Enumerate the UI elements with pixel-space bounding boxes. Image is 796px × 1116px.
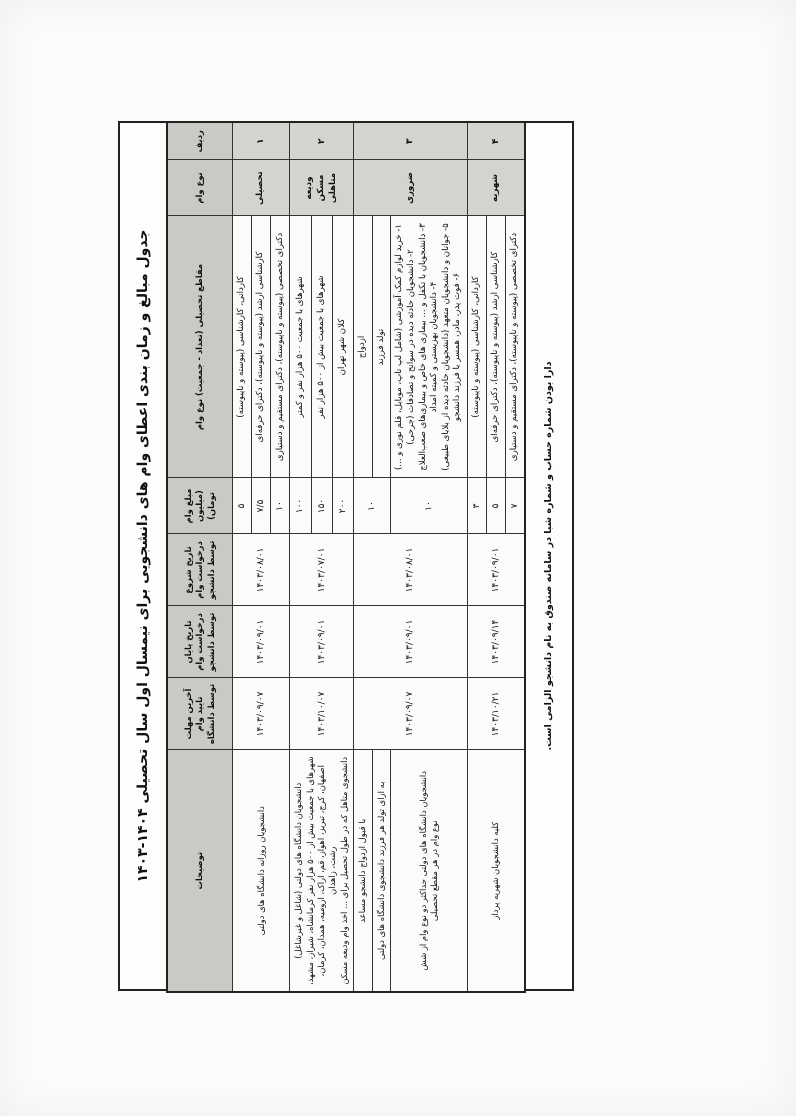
start-date: ۱۴۰۳/۰۸/۰۱ <box>354 534 468 606</box>
level-cell: دکترای تخصصی (پیوسته و ناپیوسته)، دکترای مستقیم و دستیاری <box>271 216 290 478</box>
notes-line: دانشجویان دانشگاه های دولتی (شاغل و غیرشاغل) <box>293 782 304 959</box>
header-notes: توضیحات <box>167 750 233 992</box>
header-amount: مبلغ وام (میلیون تومان) <box>167 478 233 534</box>
notes-line: اصفهان، کرج، تبریز، اهواز، قم، اراک، ارومیه، همدان، کرمان، رشت، زاهدان <box>316 765 338 977</box>
notes-line: شهرهای با جمعیت بیش از ۵۰۰ هزار نفر کرمانشاه، شیراز، مشهد، <box>304 756 315 986</box>
level-item: ۲- دانشجویان حادثه دیده در سوانح و تصادفات (جرحی) <box>405 249 416 445</box>
notes-line: با قبول ازدواج دانشجو مساعد <box>357 818 368 923</box>
notes-line: دانشجویان روزانه دانشگاه های دولتی <box>255 806 266 936</box>
row-number: ۴ <box>467 122 525 160</box>
amount-cell: ۵ <box>233 478 252 534</box>
notes-cell <box>233 750 290 992</box>
loan-type: تحصیلی <box>233 160 290 216</box>
end-request-date: ۱۴۰۳/۰۹/۱۴ <box>467 606 525 678</box>
row-number: ۱ <box>233 122 290 160</box>
loan-type-line: متاهلی <box>327 172 338 204</box>
notes-line: کلیه دانشجویان شهریه پرداز <box>490 821 501 920</box>
loan-type-line: ودیعه <box>304 176 315 200</box>
amount-cell: ۱۰ <box>391 478 468 534</box>
loan-type <box>290 160 354 216</box>
amount-cell: ۱۵۰ <box>311 478 332 534</box>
notes-cell <box>290 750 354 992</box>
table-row <box>233 122 252 992</box>
level-cell: کاردانی، کارشناسی (پیوسته و ناپیوسته) <box>233 216 252 478</box>
notes-line: دانشجویان دانشگاه های دولتی حداکثر دو نوع وام از شش <box>417 771 428 971</box>
level-cell: کارشناسی ارشد (پیوسته و ناپیوسته)، دکترای حرفه‌ای <box>487 216 506 478</box>
amount-cell: ۱۰۰ <box>290 478 311 534</box>
amount-cell: ۵ <box>487 478 506 534</box>
start-date: ۱۴۰۳/۰۷/۰۱ <box>290 534 354 606</box>
amount-cell: ۱۰ <box>354 478 391 534</box>
level-item: ۶- فوت پدر، مادر، همسر یا فرزند دانشجو <box>452 272 463 422</box>
header-row <box>167 122 233 992</box>
amount-cell: ۲۰۰ <box>332 478 353 534</box>
deadline-date: ۱۴۰۳/۰۹/۰۷ <box>354 678 468 750</box>
loan-type-line: مسکن <box>315 174 326 202</box>
notes-cell <box>467 750 525 992</box>
table-row <box>354 122 373 992</box>
level-cell: شهرهای با جمعیت ۵۰۰ هزار نفر و کمتر <box>290 216 311 478</box>
notes-line: نوع وام در هر مقطع تحصیلی <box>429 820 440 922</box>
header-deadline: آخرین مهلت تایید وام توسط دانشگاه <box>167 678 233 750</box>
level-cell: کاردانی، کارشناسی (پیوسته و ناپیوسته) <box>467 216 486 478</box>
level-item: ۴- دانشجویان بهزیستی و کمیته امداد <box>429 281 440 413</box>
header-end-request: تاریخ پایان درخواست وام توسط دانشجو <box>167 606 233 678</box>
level-cell: شهرهای با جمعیت بیش از ۵۰۰ هزار نفر <box>311 216 332 478</box>
deadline-date: ۱۴۰۳/۱۰/۰۷ <box>290 678 354 750</box>
table-row <box>467 122 486 992</box>
level-cell: دکترای تخصصی (پیوسته و ناپیوسته)، دکترای مستقیم و دستیاری <box>506 216 526 478</box>
footer-note: دارا بودن شماره حساب و شماره شبا در سامانه صندوق به نام دانشجو الزامی است. <box>526 121 574 991</box>
end-request-date: ۱۴۰۳/۰۹/۰۱ <box>354 606 468 678</box>
notes-line: به ازای تولد هر فرزند دانشجوی دانشگاه های دولتی <box>375 781 386 960</box>
loan-type: ضروری <box>354 160 468 216</box>
end-request-date: ۱۴۰۳/۰۹/۰۱ <box>290 606 354 678</box>
level-cell: کلان شهر تهران <box>332 216 353 478</box>
amount-cell: ۳ <box>467 478 486 534</box>
amount-cell: ۱۰ <box>271 478 290 534</box>
end-request-date: ۱۴۰۳/۰۹/۰۱ <box>233 606 290 678</box>
level-cell: کارشناسی ارشد (پیوسته و ناپیوسته)، دکترای حرفه‌ای <box>252 216 271 478</box>
table-row <box>290 122 311 992</box>
start-date: ۱۴۰۳/۰۸/۰۱ <box>233 534 290 606</box>
loan-schedule-document <box>118 121 698 991</box>
row-number: ۳ <box>354 122 468 160</box>
notes-cell <box>372 750 391 992</box>
level-item: ۵- جوانان و دانشجویان متعهد (دانشجویان حادثه دیده از بلایای طبیعی) <box>440 223 451 471</box>
row-number: ۲ <box>290 122 354 160</box>
deadline-date: ۱۴۰۳/۰۹/۰۷ <box>233 678 290 750</box>
level-item: ۳- دانشجویان با تکفل و ... بیماری های خاص و بیماری‌های صعب‌العلاج <box>417 223 428 471</box>
amount-cell: ۷ <box>506 478 526 534</box>
loan-type: شهریه <box>467 160 525 216</box>
deadline-date: ۱۴۰۳/۱۰/۲۱ <box>467 678 525 750</box>
notes-cell <box>354 750 373 992</box>
start-date: ۱۴۰۳/۰۹/۰۱ <box>467 534 525 606</box>
notes-line: دانشجوی متاهل که در طول تحصیل برای ... اخذ وام ودیعه مسکن <box>338 756 349 985</box>
notes-cell <box>391 750 468 992</box>
header-level: مقاطع تحصیلی (تعداد - جمعیت) نوع وام <box>167 216 233 478</box>
header-loan-type: نوع وام <box>167 160 233 216</box>
amount-cell: ۷/۵ <box>252 478 271 534</box>
level-cell: تولد فرزند <box>372 216 391 478</box>
header-row-no: ردیف <box>167 122 233 160</box>
header-start: تاریخ شروع درخواست وام توسط دانشجو <box>167 534 233 606</box>
document-title: جدول مبالغ و زمان بندی اعطای وام های دانشجویی برای نیمسال اول سال تحصیلی ۱۴۰۴-۱۴۰۳ <box>118 121 166 991</box>
level-cell: ازدواج <box>354 216 373 478</box>
level-list-cell <box>391 216 468 478</box>
level-item: ۱- خرید لوازم کمک آموزشی (شامل لپ تاپ، موبایل، قلم نوری و ...) <box>394 223 405 471</box>
loan-schedule-table <box>166 121 526 993</box>
